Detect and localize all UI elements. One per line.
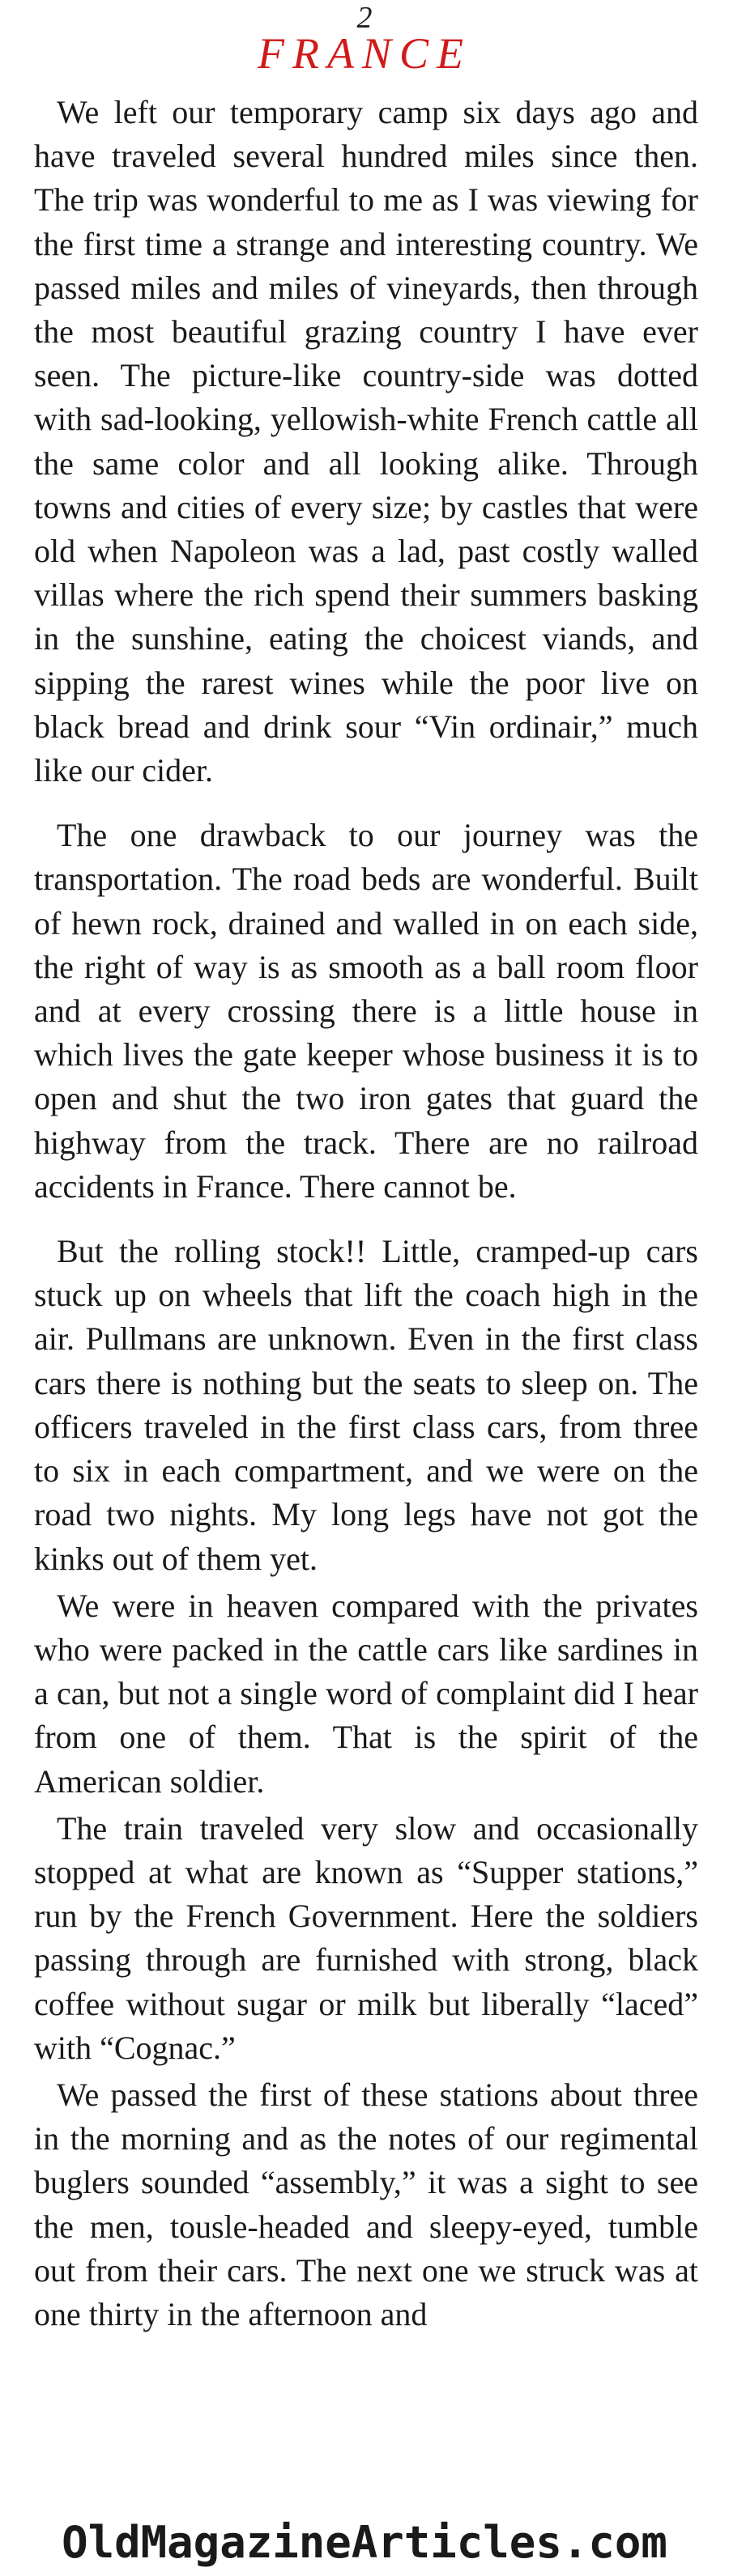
article-body [34,91,698,2336]
page-title: FRANCE [258,29,471,78]
article-paragraph: But the rolling stock!! Little, cramped-up cars stuck up on wheels that lift the coach high in the air. Pullmans are unknown. Even in the first class cars there is nothing but the seats to sleep on. The officers traveled in the first class cars, from three to six in each compartment, and we were on the road two nights. My long legs have not got the kinks out of them yet. [34,1233,698,1577]
article-paragraph: We passed the first of these stations about three in the morning and as the notes of our regimental buglers sounded “assembly,” it was a sight to see the men, tousle-headed and sleepy-eyed, tumble out from their cars. The next one we struck was at one thirty in the afternoon and [34,2076,698,2332]
article-paragraph: The one drawback to our journey was the transportation. The road beds are wonderful. Built of hewn rock, drained and walled in on each side, the right of way is as smooth as a ball room floor and at every crossing there is a little house in which lives the gate keeper whose business it is to open and shut the two iron gates that guard the highway from the track. There are no railroad accidents in France. There cannot be. [34,817,698,1205]
site-watermark: OldMagazineArticles.com [62,2517,667,2568]
article-paragraph: We were in heaven compared with the privates who were packed in the cattle cars like sardines in a can, but not a single word of complaint did I hear from one of them. That is the spirit of the American soldier. [34,1587,698,1800]
article-paragraph: We left our temporary camp six days ago and have traveled several hundred miles since then. The trip was wonderful to me as I was viewing for the first time a strange and interesting country. We passed miles and miles of vineyards, then through the most beautiful grazing country I have ever seen. The picture-like country-side was dotted with sad-looking, yellowish-white French cattle all the same color and all looking alike. Through towns and cities of every size; by castles that were old when Napoleon was a lad, past costly walled villas where the rich spend their summers basking in the sunshine, eating the choicest viands, and sipping the rarest wines while the poor live on black bread and drink sour “Vin ordinair,” much like our cider. [34,94,698,789]
article-paragraph: The train traveled very slow and occasionally stopped at what are known as “Supper stations,” run by the French Government. Here the soldiers passing through are furnished with strong, black coffee without sugar or milk but liberally “laced” with “Cognac.” [34,1809,698,2066]
page-number: 2 [356,1,373,35]
